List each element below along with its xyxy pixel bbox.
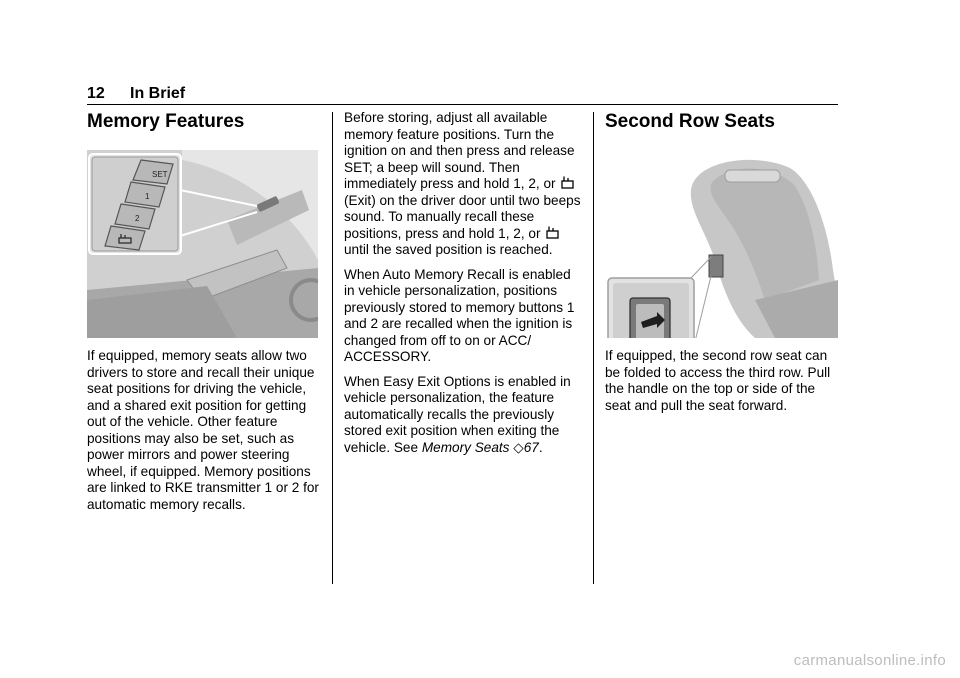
memory-2-button-label: 2 bbox=[135, 214, 140, 223]
memory-features-paragraph: If equipped, memory seats allow two drivers to store and recall their unique seat positions for driving the vehicle, and a shared exit position for getting out of the vehicle. Other feature positions may also be set, such as power mirrors and power steering wheel, if equipped. Memory positions are linked to RKE transmitter 1 or 2 for automatic memory recalls. bbox=[87, 348, 319, 512]
easy-exit-end: . bbox=[538, 439, 543, 455]
easy-exit-text: When Easy Exit Options is enabled in vehicle personalization, the feature automatically recalls the previously stored exit position when exiting the vehicle. See bbox=[344, 373, 571, 455]
header-rule bbox=[87, 104, 838, 105]
column-second-row-seats bbox=[605, 110, 838, 422]
column-memory-instructions bbox=[344, 110, 582, 464]
page-header bbox=[87, 84, 838, 104]
storing-paragraph bbox=[344, 110, 582, 259]
column-memory-features bbox=[87, 110, 323, 521]
exit-seat-icon bbox=[561, 176, 574, 189]
section-title: In Brief bbox=[130, 85, 186, 102]
column-divider-1 bbox=[332, 112, 333, 584]
page-number: 12 bbox=[87, 85, 105, 102]
auto-memory-recall-paragraph: When Auto Memory Recall is enabled in vehicle personalization, positions previously stored to memory buttons 1 and 2 are recalled when the ignition is changed from off to on or ACC/ ACCESSORY. bbox=[344, 266, 575, 364]
watermark: carmanualsonline.info bbox=[793, 652, 946, 669]
memory-1-button-label: 1 bbox=[145, 192, 150, 201]
set-button-label: SET bbox=[152, 170, 168, 179]
column-divider-2 bbox=[593, 112, 594, 584]
second-row-seat-illustration bbox=[605, 150, 838, 338]
storing-text-b: (Exit) on the driver door until two beeps sound. To manually recall these positions, press and hold 1, 2, or bbox=[344, 192, 581, 241]
storing-text-a: Before storing, adjust all available memory feature positions. Turn the ignition on and then press and release SET; a beep will sound. Then immediately press and hold 1, 2, or bbox=[344, 110, 575, 191]
exit-seat-icon bbox=[546, 226, 559, 239]
page-ref-arrow-icon: ◇ bbox=[513, 439, 524, 455]
memory-buttons-illustration bbox=[87, 150, 318, 338]
second-row-seats-heading: Second Row Seats bbox=[605, 111, 775, 132]
second-row-seats-paragraph: If equipped, the second row seat can be folded to access the third row. Pull the handle on the top or side of the seat and pull the seat forward. bbox=[605, 348, 831, 413]
memory-seats-page[interactable]: 67 bbox=[523, 439, 539, 455]
memory-seats-link[interactable]: Memory Seats bbox=[421, 439, 510, 455]
storing-text-c: until the saved position is reached. bbox=[344, 242, 553, 257]
memory-features-heading: Memory Features bbox=[87, 111, 245, 132]
easy-exit-paragraph bbox=[344, 374, 582, 457]
